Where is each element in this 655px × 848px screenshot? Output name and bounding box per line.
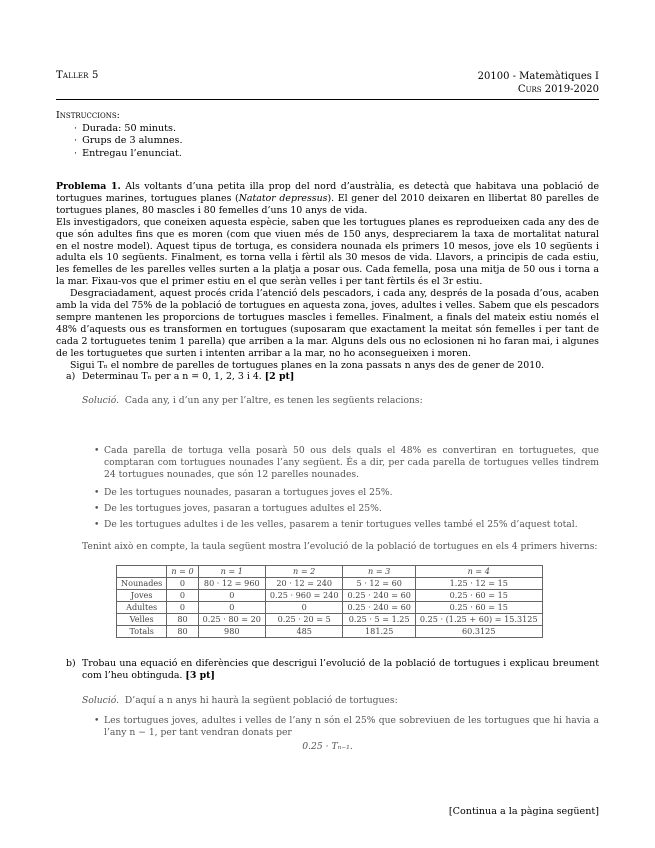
list-item bbox=[94, 715, 599, 739]
part-a-label: a) bbox=[66, 371, 76, 382]
table-cell: 0.25 · 240 = 60 bbox=[343, 590, 415, 602]
table-cell: Nounades bbox=[117, 578, 167, 590]
bullet-icon: • bbox=[94, 445, 100, 456]
header-year: Curs 2019-2020 bbox=[517, 84, 599, 95]
table-cell: 181.25 bbox=[343, 626, 415, 638]
paragraph-text: Als voltants d’una petita illa prop del nord d’austràlia, es detectà que habitava una població de tortugues marines, tortugues planes ( bbox=[56, 181, 600, 204]
table-cell: 0 bbox=[167, 578, 198, 590]
table-row bbox=[117, 614, 543, 626]
table-cell: 0.25 · 240 = 60 bbox=[343, 602, 415, 614]
solution-label: Solució. bbox=[82, 695, 120, 706]
header-subject: 20100 - Matemàtiques I bbox=[477, 71, 599, 82]
table-cell: 485 bbox=[265, 626, 343, 638]
bullet-text: De les tortugues joves, pasaran a tortugues adultes el 25%. bbox=[104, 503, 382, 514]
table-header-cell: n = 4 bbox=[415, 566, 542, 578]
table-cell: 980 bbox=[198, 626, 265, 638]
list-item: · Durada: 50 minuts. bbox=[74, 123, 183, 136]
table-cell: 80 · 12 = 960 bbox=[198, 578, 265, 590]
bullet-icon: • bbox=[94, 503, 100, 514]
table-cell: 0.25 · 60 = 15 bbox=[415, 602, 542, 614]
list-item: · Entregau l’enunciat. bbox=[74, 148, 183, 161]
problem-paragraph-1 bbox=[56, 181, 599, 217]
problem-label: Problema 1. bbox=[56, 181, 121, 192]
population-table bbox=[116, 565, 543, 638]
solution-intro-text: D’aquí a n anys hi haurà la següent població de tortugues: bbox=[124, 695, 398, 706]
part-b-label: b) bbox=[66, 658, 76, 669]
table-cell: 0 bbox=[198, 590, 265, 602]
table-cell: 0 bbox=[167, 590, 198, 602]
table-cell: 60.3125 bbox=[415, 626, 542, 638]
list-item bbox=[94, 487, 599, 499]
table-cell: Joves bbox=[117, 590, 167, 602]
bullet-text: Les tortugues joves, adultes i velles de l’any n són el 25% que sobreviuen de les tortugues que hi havia a l’any n − 1, per tant vendran donats per bbox=[104, 715, 599, 739]
table-cell: Velles bbox=[117, 614, 167, 626]
table-cell: 5 · 12 = 60 bbox=[343, 578, 415, 590]
table-cell: 80 bbox=[167, 626, 198, 638]
table-intro: Tenint això en compte, la taula següent mostra l’evolució de la població de tortugues en els 4 primers hiverns: bbox=[82, 541, 598, 552]
table-header-cell: n = 3 bbox=[343, 566, 415, 578]
instructions bbox=[56, 110, 183, 160]
problem-paragraph-2: Els investigadors, que coneixen aquesta espècie, saben que les tortugues planes es reprodueixen cada any des de que són adultes fins que es moren (com que viuen més de 150 anys, despreciarem la taxa de mortalitat natural en el nostre model). Aquest tipus de tortuga, es considera nounada els primers 10 mesos, jove els 10 següents i adulta els 10 següents. Finalment, es torna vella i fèrtil als 30 mesos de vida. Llavors, a principis de cada estiu, les femelles de les parelles velles surten a la platja a posar ous. Cada femella, posa una mitja de 50 ous i torna a la mar. Fixau-vos que el primer estiu en el que seràn velles i per tant fèrtils és el 3r estiu. bbox=[56, 216, 599, 288]
solution-intro-text: Cada any, i d’un any per l’altre, es tenen les següents relacions: bbox=[124, 395, 423, 406]
part-b-solution-intro bbox=[82, 695, 599, 707]
species-name: Natator depressus bbox=[238, 192, 328, 204]
table-cell: Totals bbox=[117, 626, 167, 638]
table-cell: 0.25 · 80 = 20 bbox=[198, 614, 265, 626]
bullet-text: De les tortugues nounades, pasaran a tortugues joves el 25%. bbox=[104, 487, 393, 498]
table-cell: 0.25 · 5 = 1.25 bbox=[343, 614, 415, 626]
table-cell: 0 bbox=[265, 602, 343, 614]
bullet-icon: • bbox=[94, 487, 100, 498]
bullet-icon: • bbox=[94, 715, 100, 726]
header-rule bbox=[56, 99, 599, 100]
instructions-list bbox=[56, 123, 183, 161]
table-cell: 1.25 · 12 = 15 bbox=[415, 578, 542, 590]
table-header-cell: n = 0 bbox=[167, 566, 198, 578]
list-item bbox=[94, 503, 599, 515]
table-cell: 0.25 · 960 = 240 bbox=[265, 590, 343, 602]
header-right bbox=[478, 70, 599, 96]
table-header-cell: n = 2 bbox=[265, 566, 343, 578]
table-header-cell bbox=[117, 566, 167, 578]
part-b-text: Trobau una equació en diferències que descrigui l’evolució de la població de tortugues i explicau breument com l’heu obtinguda. bbox=[82, 658, 599, 681]
table-header-row bbox=[117, 566, 543, 578]
part-a-question bbox=[66, 371, 599, 383]
bullet-text: Cada parella de tortuga vella posarà 50 ous dels quals el 48% es convertiran en tortuguetes, que comptaran com tortugues nounades l’any següent. És a dir, per cada parella de tortugues velles tindrem 24 tortugues nounades, que són 12 parelles nounades. bbox=[104, 445, 599, 481]
table-cell: 0.25 · 60 = 15 bbox=[415, 590, 542, 602]
table-cell: 80 bbox=[167, 614, 198, 626]
formula: 0.25 · Tₙ₋₁. bbox=[302, 741, 353, 752]
table-row bbox=[117, 602, 543, 614]
bullet-icon: • bbox=[94, 519, 100, 530]
continue-note: [Continua a la pàgina següent] bbox=[448, 806, 599, 817]
problem-statement bbox=[56, 181, 599, 372]
table-cell: 0.25 · 20 = 5 bbox=[265, 614, 343, 626]
table-cell: 0 bbox=[198, 602, 265, 614]
part-a-text: Determinau Tₙ per a n = 0, 1, 2, 3 i 4. bbox=[82, 371, 262, 382]
bullet-text: De les tortugues adultes i de les velles, pasarem a tenir tortugues velles també el 25% d’aquest total. bbox=[104, 519, 578, 530]
table-row bbox=[117, 590, 543, 602]
solution-label: Solució. bbox=[82, 395, 120, 406]
table-header-cell: n = 1 bbox=[198, 566, 265, 578]
table-cell: 0 bbox=[167, 602, 198, 614]
list-item bbox=[94, 445, 599, 482]
header-course-title: Taller 5 bbox=[56, 70, 99, 81]
table-row bbox=[117, 626, 543, 638]
part-a-solution-intro bbox=[82, 395, 599, 407]
list-item bbox=[94, 519, 599, 531]
table-cell: 20 · 12 = 240 bbox=[265, 578, 343, 590]
table-cell: 0.25 · (1.25 + 60) = 15.3125 bbox=[415, 614, 542, 626]
paragraph-text: ). El gener del 2010 deixaren en llibertat 80 parelles de tortugues planes, 80 mascles i 80 femelles d’uns 10 anys de vida. bbox=[56, 192, 599, 216]
part-a-points: [2 pt] bbox=[264, 371, 295, 382]
problem-paragraph-4: Sigui Tₙ el nombre de parelles de tortugues planes en la zona passats n anys des de gener de 2010. bbox=[70, 359, 545, 371]
table-cell: Adultes bbox=[117, 602, 167, 614]
list-item: · Grups de 3 alumnes. bbox=[74, 135, 183, 148]
part-b-points: [3 pt] bbox=[185, 669, 215, 681]
problem-paragraph-3: Desgraciadament, aquest procés crida l’atenció dels pescadors, i cada any, després de la posada d’ous, acaben amb la vida del 75% de la població de tortugues en aquesta zona, joves, adultes i velles. Sabem que els pescadors sempre mantenen les proporcions de tortugues mascles i femelles. Finalment, a finals del mateix estiu només el 48% d’aquests ous es transformen en tortugues (suposaram que exactament la meitat són femelles i per tant de cada 2 tortuguetes tenim 1 parella) que arriben a la mar. Alguns dels ous no eclosionen ni ho faran mai, i algunes de les tortuguetes que surten i intenten arribar a la mar, no ho aconsegueixen i moren. bbox=[56, 288, 599, 359]
instructions-title: Instruccions: bbox=[56, 110, 120, 121]
table-row bbox=[117, 578, 543, 590]
part-b-question bbox=[66, 658, 599, 682]
